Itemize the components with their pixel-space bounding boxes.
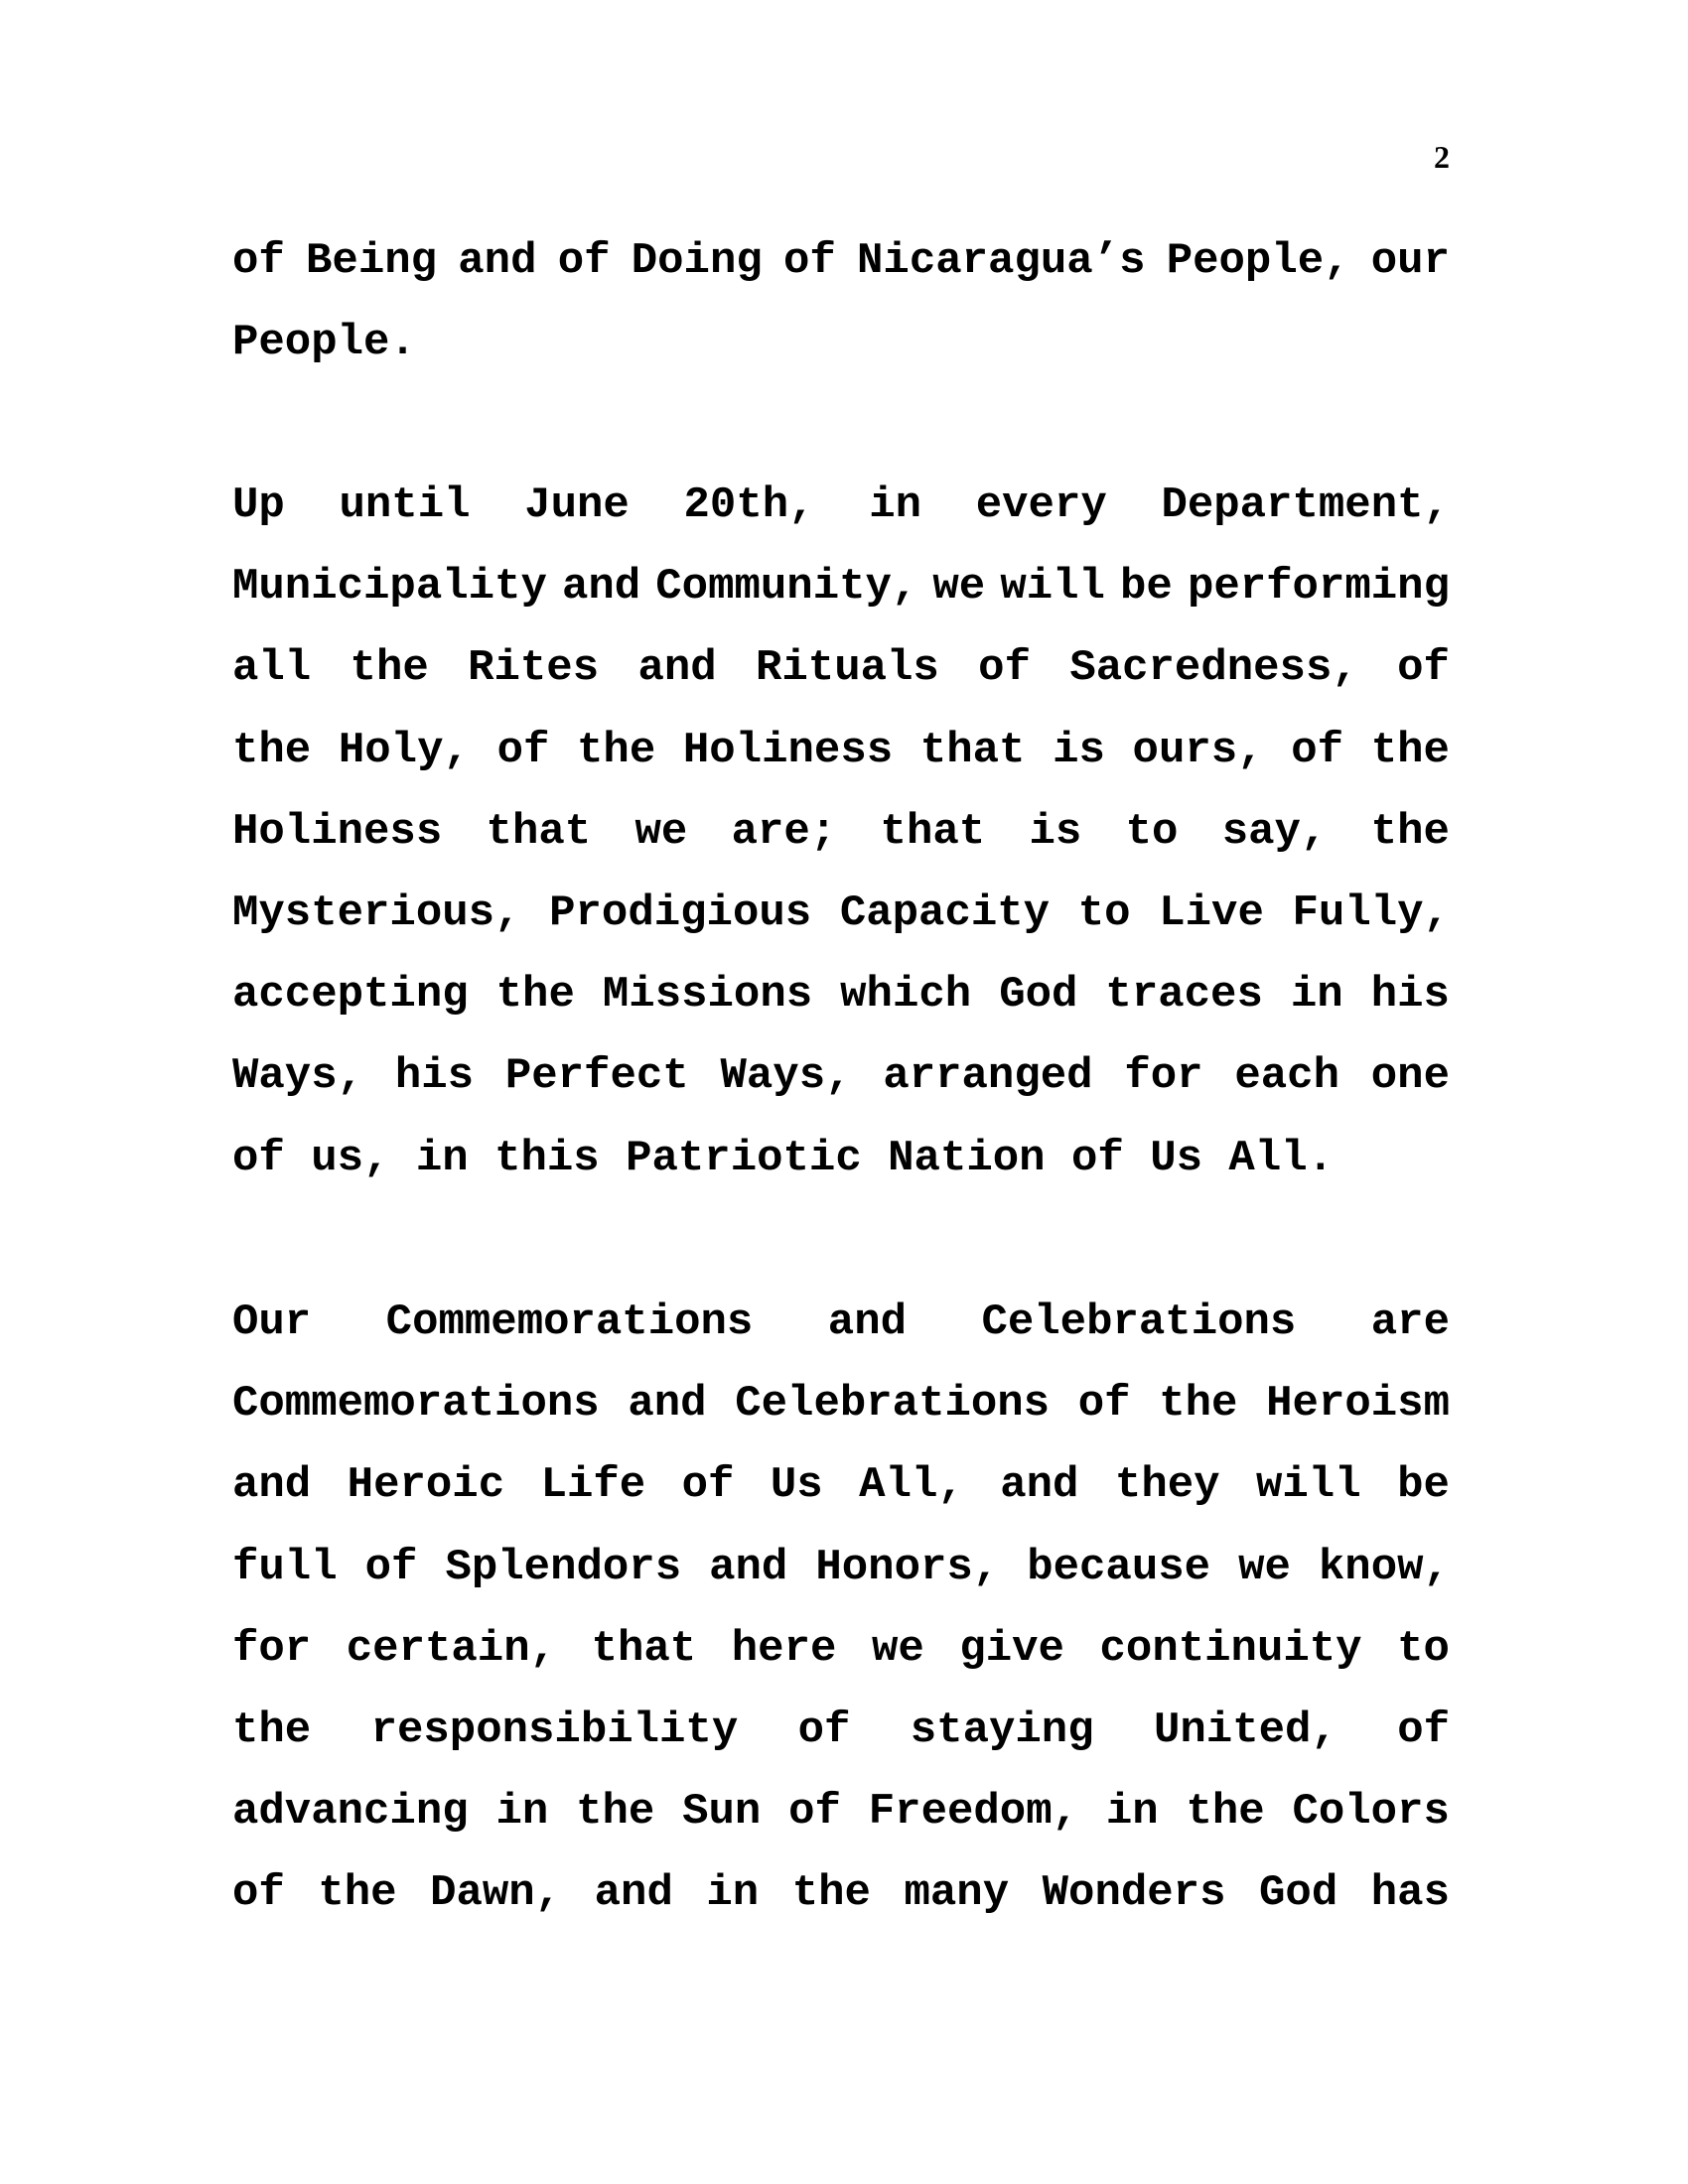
- word: of: [557, 236, 611, 286]
- word: and: [1000, 1460, 1079, 1511]
- paragraph-2: [232, 465, 1450, 1199]
- word: of: [783, 236, 836, 286]
- word: to: [1397, 1623, 1450, 1674]
- word: Rituals: [756, 643, 939, 694]
- word: continuity: [1099, 1623, 1362, 1674]
- word: Mysterious,: [232, 887, 521, 938]
- word: the: [1370, 725, 1450, 775]
- word: Holiness: [682, 725, 894, 775]
- word: Prodigious: [549, 887, 812, 938]
- word: here: [731, 1623, 837, 1674]
- word: of: [496, 725, 550, 775]
- word: we: [634, 806, 688, 857]
- word: responsibility: [370, 1705, 739, 1755]
- word: traces: [1105, 970, 1263, 1021]
- word: for: [232, 1623, 312, 1674]
- word: Municipality: [232, 562, 547, 613]
- text-line: [232, 302, 1450, 383]
- word: All,: [859, 1460, 964, 1511]
- word: Perfect: [504, 1051, 689, 1102]
- word: each: [1234, 1051, 1339, 1102]
- text-line: [232, 220, 1450, 302]
- word: are;: [731, 806, 837, 857]
- word: of: [978, 643, 1031, 694]
- word: arranged: [883, 1051, 1093, 1102]
- word: for: [1124, 1051, 1203, 1102]
- word: Being: [306, 236, 438, 286]
- text-line: [232, 1527, 1450, 1608]
- word: Nicaragua’s: [857, 236, 1146, 286]
- word: in: [706, 1868, 760, 1919]
- word: Life: [540, 1460, 646, 1511]
- word: Dawn,: [430, 1868, 562, 1919]
- word: give: [959, 1623, 1064, 1674]
- word: be: [1120, 562, 1173, 613]
- word: 20th,: [683, 480, 815, 530]
- word: the: [577, 725, 656, 775]
- word: until: [339, 480, 471, 530]
- word: Missions: [602, 970, 813, 1021]
- word: Commemorations: [232, 1379, 600, 1430]
- word: full: [232, 1542, 338, 1592]
- word: Holiness: [232, 806, 443, 857]
- word: and: [709, 1542, 788, 1592]
- word: Community,: [655, 562, 918, 613]
- word: and: [458, 236, 537, 286]
- word: will: [1000, 562, 1105, 613]
- word: certain,: [346, 1623, 557, 1674]
- word: Live: [1159, 887, 1264, 938]
- word: the: [576, 1787, 655, 1838]
- word: God: [999, 970, 1078, 1021]
- paragraph-3: [232, 1282, 1450, 1935]
- word: are: [1370, 1297, 1450, 1347]
- text-line: [232, 1118, 1450, 1199]
- word: of: [232, 236, 285, 286]
- word: Sacredness,: [1069, 643, 1358, 694]
- word: in: [869, 480, 922, 530]
- word: that: [486, 806, 592, 857]
- word: God: [1259, 1868, 1338, 1919]
- word: Nation: [888, 1133, 1071, 1183]
- word: this: [494, 1133, 627, 1183]
- text-line: [232, 546, 1450, 627]
- word: us,: [311, 1133, 416, 1183]
- word: and: [628, 1379, 707, 1430]
- word: of: [232, 1133, 312, 1183]
- word: and: [594, 1868, 673, 1919]
- text-line: [232, 627, 1450, 709]
- text-line: [232, 873, 1450, 954]
- word: Colors: [1292, 1787, 1450, 1838]
- word: Sun: [682, 1787, 762, 1838]
- word: his: [1370, 970, 1450, 1021]
- word: Freedom,: [868, 1787, 1078, 1838]
- word: of: [1070, 1133, 1151, 1183]
- text-line: [232, 465, 1450, 546]
- word: June: [524, 480, 630, 530]
- word: the: [1159, 1379, 1238, 1430]
- word: in: [495, 1787, 549, 1838]
- word: Heroism: [1266, 1379, 1450, 1430]
- word: because: [1027, 1542, 1211, 1592]
- word: is: [1029, 806, 1082, 857]
- text-line: [232, 710, 1450, 791]
- word: advancing: [232, 1787, 469, 1838]
- word: Us: [770, 1460, 823, 1511]
- word: and: [637, 643, 717, 694]
- word: United,: [1153, 1705, 1337, 1755]
- word: our: [1370, 236, 1450, 286]
- text-line: [232, 791, 1450, 873]
- word: the: [232, 725, 312, 775]
- word: performing: [1187, 562, 1450, 613]
- word: Ways,: [720, 1051, 852, 1102]
- page-number: 2: [1434, 139, 1450, 175]
- text-line: [232, 1608, 1450, 1690]
- word: know,: [1318, 1542, 1450, 1592]
- text-line: [232, 1363, 1450, 1444]
- word: that: [591, 1623, 697, 1674]
- word: his: [394, 1051, 475, 1102]
- word: one: [1370, 1051, 1450, 1102]
- word: to: [1077, 887, 1131, 938]
- word: which: [840, 970, 972, 1021]
- word: and: [827, 1297, 908, 1347]
- word: the: [495, 970, 575, 1021]
- word: to: [1125, 806, 1179, 857]
- word: Our: [232, 1297, 312, 1347]
- word: Department,: [1161, 480, 1450, 530]
- word: of: [1397, 643, 1450, 694]
- text-line: [232, 1852, 1450, 1934]
- word: the: [1370, 806, 1450, 857]
- word: has: [1370, 1868, 1450, 1919]
- word: of: [788, 1787, 841, 1838]
- word: staying: [910, 1705, 1094, 1755]
- word: Ways,: [232, 1051, 364, 1102]
- word: many: [904, 1868, 1010, 1919]
- word: Holy,: [338, 725, 470, 775]
- word: that: [919, 725, 1026, 775]
- word: Wonders: [1042, 1868, 1226, 1919]
- text-line: [232, 954, 1450, 1035]
- word: every: [975, 480, 1107, 530]
- word: and: [232, 1460, 312, 1511]
- word: and: [561, 562, 641, 613]
- word: Honors,: [815, 1542, 1000, 1592]
- word: of: [681, 1460, 735, 1511]
- word: say,: [1221, 806, 1328, 857]
- word: of: [1397, 1705, 1450, 1755]
- word: Commemorations: [385, 1297, 754, 1347]
- word: the: [232, 1705, 312, 1755]
- word: be: [1397, 1460, 1450, 1511]
- text-line: [232, 1444, 1450, 1526]
- text-line: [232, 1771, 1450, 1852]
- word: in: [415, 1133, 495, 1183]
- paragraph-1: [232, 220, 1450, 383]
- word: of: [364, 1542, 418, 1592]
- word: Rites: [468, 643, 600, 694]
- word: of: [797, 1705, 851, 1755]
- word: that: [880, 806, 986, 857]
- word: we: [932, 562, 986, 613]
- word: Patriotic: [626, 1133, 889, 1183]
- word: People.: [232, 318, 416, 368]
- word: People,: [1166, 236, 1350, 286]
- word: in: [1105, 1787, 1159, 1838]
- word: is: [1053, 725, 1105, 775]
- word: of: [1077, 1379, 1131, 1430]
- word: Celebrations: [735, 1379, 1051, 1430]
- text-line: [232, 1690, 1450, 1771]
- word: will: [1256, 1460, 1361, 1511]
- word: we: [871, 1623, 924, 1674]
- word: Us: [1150, 1133, 1229, 1183]
- word: the: [791, 1868, 871, 1919]
- word: All.: [1228, 1133, 1335, 1183]
- text-line: [232, 1282, 1450, 1363]
- text-line: [232, 1035, 1450, 1117]
- word: Capacity: [839, 887, 1051, 938]
- word: the: [318, 1868, 397, 1919]
- word: we: [1238, 1542, 1291, 1592]
- word: of: [232, 1868, 285, 1919]
- word: Splendors: [445, 1542, 682, 1592]
- word: Doing: [631, 236, 763, 286]
- word: the: [350, 643, 429, 694]
- word: of: [1291, 725, 1344, 775]
- word: all: [232, 643, 312, 694]
- word: the: [1186, 1787, 1265, 1838]
- word: Fully,: [1292, 887, 1450, 938]
- word: they: [1114, 1460, 1220, 1511]
- word: ours,: [1132, 725, 1264, 775]
- word: in: [1290, 970, 1343, 1021]
- word: Heroic: [347, 1460, 505, 1511]
- word: Up: [232, 480, 285, 530]
- word: Celebrations: [981, 1297, 1297, 1347]
- word: accepting: [232, 970, 469, 1021]
